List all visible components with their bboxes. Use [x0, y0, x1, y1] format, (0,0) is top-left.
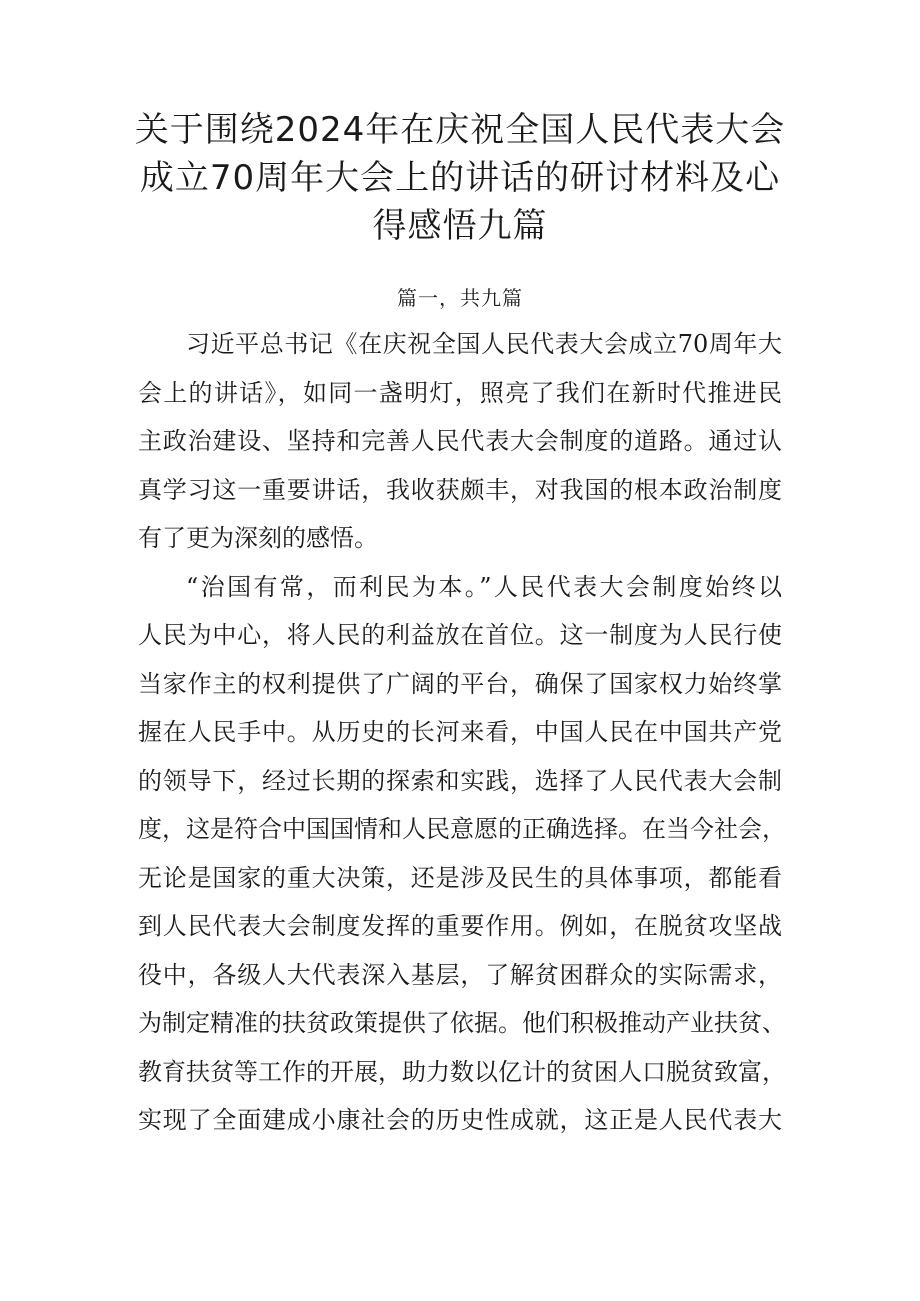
paragraph-line: 习近平总书记《在庆祝全国人民代表大会成立70周年大 — [186, 330, 782, 358]
document-title — [120, 106, 800, 250]
paragraph-line: 当家作主的权利提供了广阔的平台，确保了国家权力始终掌 — [138, 669, 782, 698]
paragraph-line: 到人民代表大会制度发挥的重要作用。例如，在脱贫攻坚战 — [138, 912, 782, 940]
paragraph-line: 的领导下，经过长期的探索和实践，选择了人民代表大会制 — [138, 766, 782, 795]
paragraph-line: 有了更为深刻的感悟。 — [138, 524, 378, 552]
paragraph-line: “治国有常，而利民为本。”人民代表大会制度始终以 — [186, 572, 782, 601]
title-line-3: 得感悟九篇 — [372, 206, 548, 246]
paragraph-line: 度，这是符合中国国情和人民意愿的正确选择。在当今社会， — [138, 815, 786, 843]
title-line-1: 关于围绕2024年在庆祝全国人民代表大会 — [134, 110, 786, 150]
document-body — [138, 320, 786, 1145]
paragraph-line: 役中，各级人大代表深入基层，了解贫困群众的实际需求， — [138, 960, 782, 989]
paragraph-line: 教育扶贫等工作的开展，助力数以亿计的贫困人口脱贫致富， — [138, 1057, 786, 1086]
title-line-2: 成立70周年大会上的讲话的研讨材料及心 — [139, 158, 781, 198]
paragraph-line: 人民为中心，将人民的利益放在首位。这一制度为人民行使 — [138, 621, 782, 649]
paragraph-line: 会上的讲话》，如同一盏明灯，照亮了我们在新时代推进民 — [138, 378, 782, 407]
paragraph-line: 为制定精准的扶贫政策提供了依据。他们积极推动产业扶贫、 — [138, 1009, 786, 1037]
paragraph — [138, 563, 786, 1145]
section-subheading: 篇一，共九篇 — [397, 286, 523, 310]
paragraph-line: 实现了全面建成小康社会的历史性成就，这正是人民代表大 — [138, 1106, 782, 1134]
paragraph-line: 握在人民手中。从历史的长河来看，中国人民在中国共产党 — [138, 718, 782, 746]
paragraph-line: 无论是国家的重大决策，还是涉及民生的具体事项，都能看 — [138, 863, 782, 892]
paragraph — [138, 320, 782, 563]
paragraph-line: 主政治建设、坚持和完善人民代表大会制度的道路。通过认 — [138, 427, 782, 455]
paragraph-line: 真学习这一重要讲话，我收获颇丰，对我国的根本政治制度 — [138, 475, 782, 504]
